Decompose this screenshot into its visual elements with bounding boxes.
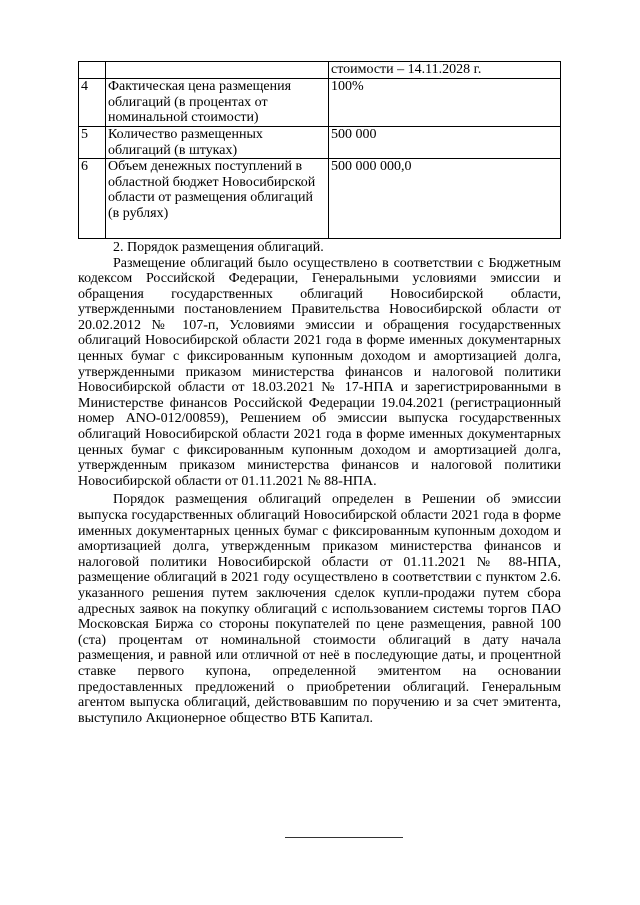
table-cell-value: стоимости – 14.11.2028 г. (329, 62, 561, 79)
table-cell-num: 6 (79, 159, 106, 239)
bond-placement-table (78, 61, 561, 239)
table-cell-label: Объем денежных поступлений в областной бюджет Новосибирской области от размещения облигаций (в рублях) (106, 159, 329, 239)
table-cell-value: 100% (329, 79, 561, 127)
table-cell-num: 4 (79, 79, 106, 127)
table-cell-value: 500 000 000,0 (329, 159, 561, 239)
paragraph-placement-procedure: Порядок размещения облигаций определен в Решении об эмиссии выпуска государственных облигаций Новосибирской области 2021 года в форме именных документарных ценных бумаг с фиксированным купонным доходом и амортизацией долга, утвержденным приказом министерства финансов и налоговой политики Новосибирской области от 01.11.2021 № 88-НПА, размещение облигаций в 2021 году осуществлено в соответствии с пунктом 2.6. указанного решения путем заключения сделок купли-продажи путем сбора адресных заявок на покупку облигаций с использованием системы торгов ПАО Московская Биржа со стороны покупателей по цене размещения, равной 100 (ста) процентам от номинальной стоимости облигаций в дату начала размещения, и равной или отличной от неё в последующие даты, и процентной ставке первого купона, определенной эмитентом на основании предоставленных предложений о приобретении облигаций. Генеральным агентом выпуска облигаций, действовавшим по поручению и за счет эмитента, выступило Акционерное общество ВТБ Капитал. (78, 492, 561, 726)
footer-divider (285, 837, 403, 838)
table-cell-label: Фактическая цена размещения облигаций (в процентах от номинальной стоимости) (106, 79, 329, 127)
table-row-continuation (79, 62, 561, 79)
section-heading: 2. Порядок размещения облигаций. (113, 240, 324, 255)
table-cell-value: 500 000 (329, 127, 561, 159)
table-cell-label (106, 62, 329, 79)
table-row (79, 127, 561, 159)
document-page (78, 61, 561, 726)
paragraph-legal-basis: Размещение облигаций было осуществлено в соответствии с Бюджетным кодексом Российской Федерации, Генеральными условиями эмиссии и обращения государственных облигаций Новосибирской области, утвержденными постановлением Правительства Новосибирской области от 20.02.2012 № 107-п, Условиями эмиссии и обращения государственных облигаций Новосибирской области 2021 года в форме именных документарных ценных бумаг с фиксированным купонным доходом и амортизацией долга, утвержденными приказом министерства финансов и налоговой политики Новосибирской области от 18.03.2021 № 17-НПА и зарегистрированными в Министерстве финансов Российской Федерации 19.04.2021 (регистрационный номер ANO-012/00859), Решением об эмиссии выпуска государственных облигаций Новосибирской области 2021 года в форме именных документарных ценных бумаг с фиксированным купонным доходом и амортизацией долга, утвержденным приказом министерства финансов и налоговой политики Новосибирской области от 01.11.2021 № 88-НПА. (78, 255, 561, 489)
table-row (79, 159, 561, 239)
table-cell-num: 5 (79, 127, 106, 159)
table-cell-num (79, 62, 106, 79)
table-row (79, 79, 561, 127)
table-cell-label: Количество размещенных облигаций (в штуках) (106, 127, 329, 159)
